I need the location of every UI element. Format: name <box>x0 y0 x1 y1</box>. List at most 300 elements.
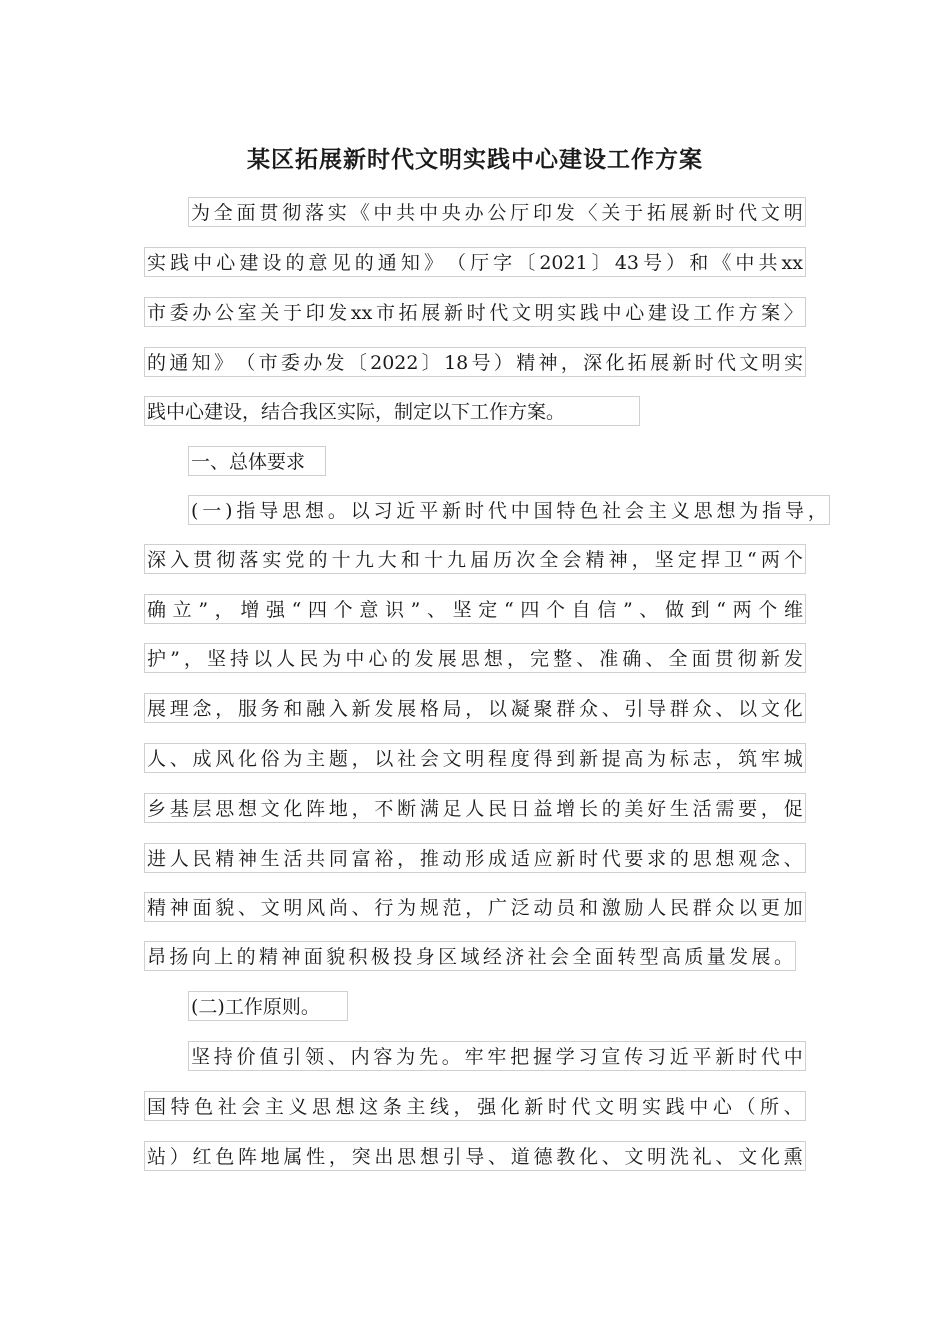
glyph: 满 <box>419 798 439 820</box>
glyph: 风 <box>215 748 235 770</box>
glyph: 捍 <box>700 549 720 571</box>
glyph: 积 <box>348 946 368 968</box>
glyph: 代 <box>571 1096 591 1118</box>
glyph: 心 <box>216 252 236 274</box>
glyph: 激 <box>601 897 621 919</box>
glyph: 精 <box>585 549 605 571</box>
glyph: 众 <box>715 897 735 919</box>
glyph: 践 <box>665 1096 685 1118</box>
glyph: 员 <box>556 897 576 919</box>
glyph: ） <box>493 352 513 374</box>
glyph: 容 <box>373 1046 393 1068</box>
glyph: 国 <box>533 500 553 522</box>
glyph: 条 <box>382 1096 402 1118</box>
glyph: 贯 <box>259 202 279 224</box>
glyph: 求 <box>647 848 667 870</box>
glyph: 礼 <box>692 1146 712 1168</box>
glyph: 贯 <box>714 648 734 670</box>
glyph: 大 <box>377 549 397 571</box>
glyph: 要 <box>624 848 644 870</box>
glyph: 个 <box>545 599 565 621</box>
glyph: 建 <box>647 302 667 324</box>
glyph: 思 <box>215 798 235 820</box>
glyph: 印 <box>305 302 325 324</box>
glyph: 、 <box>783 1096 803 1118</box>
glyph: 群 <box>692 897 712 919</box>
glyph: 拓 <box>398 302 418 324</box>
glyph: 中 <box>602 302 622 324</box>
glyph: 规 <box>419 897 439 919</box>
glyph: 人 <box>647 897 667 919</box>
glyph: 的 <box>285 252 305 274</box>
glyph: （ <box>447 252 467 274</box>
glyph: 到 <box>690 599 710 621</box>
glyph: 明 <box>618 1096 638 1118</box>
glyph: 济 <box>505 946 525 968</box>
glyph: 新 <box>578 748 598 770</box>
glyph: 市 <box>375 302 395 324</box>
glyph: 面 <box>192 897 212 919</box>
glyph: 。 <box>441 1046 461 1068</box>
glyph: 推 <box>419 848 439 870</box>
glyph: 想 <box>335 1096 355 1118</box>
glyph: ， <box>328 1146 348 1168</box>
glyph: 习 <box>578 1046 598 1068</box>
glyph: 导 <box>259 500 279 522</box>
glyph: 。 <box>327 500 347 522</box>
glyph: 文 <box>624 1146 644 1168</box>
glyph: ” <box>198 599 209 621</box>
glyph: 得 <box>533 748 553 770</box>
glyph: 新 <box>692 202 712 224</box>
glyph: 提 <box>601 748 621 770</box>
glyph: 识 <box>384 599 404 621</box>
glyph: 的 <box>669 848 689 870</box>
glyph: “ <box>716 599 726 621</box>
glyph: 设 <box>670 302 690 324</box>
glyph: 要 <box>738 798 758 820</box>
glyph: 立 <box>172 599 192 621</box>
glyph: “ <box>747 549 757 571</box>
glyph: 泛 <box>510 897 530 919</box>
glyph: 导 <box>465 1146 485 1168</box>
glyph: “ <box>291 599 302 621</box>
glyph: 中 <box>735 252 755 274</box>
glyph: 深 <box>583 352 603 374</box>
glyph: 群 <box>556 698 576 720</box>
glyph: 长 <box>578 798 598 820</box>
glyph: 彻 <box>282 202 302 224</box>
glyph: 护 <box>147 648 167 670</box>
glyph: 发 <box>555 202 575 224</box>
glyph: 化 <box>605 352 625 374</box>
glyph: 线 <box>429 1096 449 1118</box>
glyph: 确 <box>622 648 642 670</box>
glyph: 领 <box>304 1046 324 1068</box>
section-heading: (二)工作原则。 <box>188 991 348 1021</box>
glyph: 融 <box>306 698 326 720</box>
glyph: ） <box>169 1146 189 1168</box>
glyph: 厅 <box>470 252 490 274</box>
text-line <box>188 197 806 227</box>
glyph: 富 <box>351 848 371 870</box>
text-line <box>144 347 806 377</box>
glyph: 办 <box>464 202 484 224</box>
glyph: 通 <box>169 352 189 374</box>
glyph: 代 <box>487 500 507 522</box>
glyph: ， <box>631 549 651 571</box>
glyph: 十 <box>331 549 351 571</box>
glyph: 》 <box>423 252 443 274</box>
glyph: 民 <box>192 848 212 870</box>
glyph: 化 <box>578 1146 598 1168</box>
glyph: 明 <box>761 352 781 374</box>
text-line <box>144 843 806 873</box>
glyph: 这 <box>359 1096 379 1118</box>
glyph: 的 <box>354 252 374 274</box>
glyph: 一 <box>202 500 222 522</box>
glyph: 所 <box>760 1096 780 1118</box>
glyph: 化 <box>237 748 257 770</box>
glyph: 会 <box>562 549 582 571</box>
glyph: 为 <box>322 648 342 670</box>
glyph: 意 <box>359 599 379 621</box>
glyph: 四 <box>308 599 328 621</box>
glyph: 尚 <box>328 897 348 919</box>
glyph: 属 <box>283 1146 303 1168</box>
glyph: 想 <box>419 1146 439 1168</box>
glyph: 城 <box>783 748 803 770</box>
glyph: 号 <box>643 252 663 274</box>
glyph: 平 <box>419 500 439 522</box>
glyph: 、 <box>351 897 371 919</box>
glyph: 近 <box>396 500 416 522</box>
glyph: 公 <box>214 302 234 324</box>
glyph: 九 <box>447 549 467 571</box>
glyph: ， <box>351 798 371 820</box>
glyph: 主 <box>306 748 326 770</box>
glyph: 心 <box>712 1096 732 1118</box>
glyph: 身 <box>415 946 435 968</box>
glyph: 共 <box>306 848 326 870</box>
glyph: 时 <box>694 352 714 374</box>
glyph: 牢 <box>464 1046 484 1068</box>
glyph: 不 <box>374 798 394 820</box>
glyph: 格 <box>419 698 439 720</box>
glyph: 和 <box>283 698 303 720</box>
glyph: 地 <box>328 798 348 820</box>
glyph: 关 <box>601 202 621 224</box>
text-line <box>144 693 806 723</box>
glyph: 型 <box>639 946 659 968</box>
glyph: 时 <box>466 302 486 324</box>
glyph: 展 <box>650 352 670 374</box>
glyph: 委 <box>169 302 189 324</box>
glyph: 量 <box>706 946 726 968</box>
glyph: 思 <box>312 1096 332 1118</box>
glyph: 应 <box>533 848 553 870</box>
glyph: 牢 <box>487 1046 507 1068</box>
glyph: 文 <box>260 897 280 919</box>
glyph: 益 <box>533 798 553 820</box>
glyph: 指 <box>236 500 256 522</box>
glyph: 想 <box>237 798 257 820</box>
glyph: 坚 <box>191 1046 211 1068</box>
glyph: 和 <box>689 252 709 274</box>
glyph: ， <box>715 748 735 770</box>
glyph: ， <box>465 698 485 720</box>
glyph: 加 <box>783 897 803 919</box>
glyph: 准 <box>599 648 619 670</box>
glyph: 特 <box>170 1096 190 1118</box>
glyph: （ <box>736 1096 756 1118</box>
glyph: 熏 <box>783 1146 803 1168</box>
glyph: ， <box>453 1096 473 1118</box>
glyph: 德 <box>533 1146 553 1168</box>
glyph: 于 <box>282 302 302 324</box>
glyph: 民 <box>488 798 508 820</box>
glyph: 展 <box>421 302 441 324</box>
glyph: ， <box>215 698 235 720</box>
glyph: 聚 <box>533 698 553 720</box>
glyph: 公 <box>487 202 507 224</box>
glyph: 投 <box>393 946 413 968</box>
glyph: 到 <box>556 748 576 770</box>
glyph: 出 <box>374 1146 394 1168</box>
glyph: 色 <box>579 500 599 522</box>
glyph: 神 <box>608 549 628 571</box>
glyph: 作 <box>715 302 735 324</box>
glyph: 全 <box>539 549 559 571</box>
glyph: ” <box>622 599 633 621</box>
glyph: 红 <box>192 1146 212 1168</box>
glyph: 日 <box>510 798 530 820</box>
glyph: 指 <box>762 500 782 522</box>
glyph: 内 <box>350 1046 370 1068</box>
glyph: 精 <box>516 352 536 374</box>
glyph: 色 <box>194 1096 214 1118</box>
section-heading: 一、总体要求 <box>188 446 326 476</box>
glyph: 中 <box>418 202 438 224</box>
glyph: 念 <box>760 848 780 870</box>
glyph: 九 <box>354 549 374 571</box>
glyph: 上 <box>214 946 234 968</box>
glyph: 生 <box>669 798 689 820</box>
glyph: 代 <box>717 352 737 374</box>
glyph: 精 <box>215 848 235 870</box>
glyph: 导 <box>647 698 667 720</box>
glyph: 精 <box>258 946 278 968</box>
glyph: 办 <box>192 302 212 324</box>
glyph: 办 <box>303 352 323 374</box>
glyph: 神 <box>538 352 558 374</box>
glyph: 〈 <box>578 202 598 224</box>
glyph: 主 <box>647 500 667 522</box>
glyph: 以 <box>374 748 394 770</box>
glyph: 层 <box>192 798 212 820</box>
glyph: 思 <box>693 500 713 522</box>
glyph: 2022 <box>370 352 419 374</box>
glyph: 成 <box>192 748 212 770</box>
glyph: 传 <box>624 1046 644 1068</box>
glyph: 会 <box>241 1096 261 1118</box>
glyph: 众 <box>578 698 598 720</box>
glyph: 坚 <box>206 648 226 670</box>
glyph: 为 <box>397 897 417 919</box>
glyph: 市 <box>147 302 167 324</box>
glyph: 代 <box>489 302 509 324</box>
glyph: 明 <box>465 748 485 770</box>
glyph: 为 <box>739 500 759 522</box>
glyph: 质 <box>684 946 704 968</box>
glyph: 彻 <box>737 648 757 670</box>
glyph: 服 <box>237 698 257 720</box>
glyph: 次 <box>516 549 536 571</box>
glyph: 为 <box>283 748 303 770</box>
glyph: 文 <box>760 698 780 720</box>
glyph: 先 <box>418 1046 438 1068</box>
glyph: 社 <box>217 1096 237 1118</box>
glyph: 引 <box>442 1146 462 1168</box>
glyph: 社 <box>602 500 622 522</box>
glyph: 化 <box>500 1096 520 1118</box>
glyph: 、 <box>327 1046 347 1068</box>
glyph: 文 <box>739 352 759 374</box>
glyph: 中 <box>510 500 530 522</box>
glyph: 群 <box>669 698 689 720</box>
glyph: 阵 <box>237 1146 257 1168</box>
glyph: 色 <box>215 1146 235 1168</box>
glyph: 标 <box>669 748 689 770</box>
glyph: 见 <box>331 252 351 274</box>
glyph: 、 <box>645 648 665 670</box>
glyph: （ <box>236 352 256 374</box>
glyph: 建 <box>239 252 259 274</box>
glyph: 想 <box>304 500 324 522</box>
glyph: 历 <box>493 549 513 571</box>
glyph: 两 <box>760 549 780 571</box>
glyph: 强 <box>265 599 285 621</box>
glyph: 代 <box>601 848 621 870</box>
glyph: ( <box>191 500 199 522</box>
glyph: 神 <box>237 848 257 870</box>
glyph: 信 <box>597 599 617 621</box>
glyph: 貌 <box>326 946 346 968</box>
glyph: 号 <box>471 352 491 374</box>
glyph: 教 <box>556 1146 576 1168</box>
glyph: 时 <box>464 500 484 522</box>
glyph: 范 <box>442 897 462 919</box>
glyph: 文 <box>760 202 780 224</box>
glyph: 发 <box>729 946 749 968</box>
glyph: 极 <box>370 946 390 968</box>
glyph: 以 <box>253 648 273 670</box>
glyph: 务 <box>260 698 280 720</box>
glyph: 全 <box>213 202 233 224</box>
glyph: 明 <box>783 202 803 224</box>
glyph: 思 <box>460 648 480 670</box>
glyph: ， <box>183 648 203 670</box>
glyph: 义 <box>288 1096 308 1118</box>
glyph: 向 <box>191 946 211 968</box>
text-line <box>144 892 806 922</box>
glyph: 进 <box>147 848 167 870</box>
glyph: 思 <box>282 500 302 522</box>
glyph: 为 <box>191 202 211 224</box>
glyph: 新 <box>442 500 462 522</box>
glyph: 时 <box>578 848 598 870</box>
glyph: 化 <box>283 798 303 820</box>
glyph: 以 <box>350 500 370 522</box>
glyph: 引 <box>624 698 644 720</box>
glyph: 基 <box>169 798 189 820</box>
glyph: 扬 <box>169 946 189 968</box>
glyph: 程 <box>488 748 508 770</box>
glyph: 习 <box>646 1046 666 1068</box>
text-line <box>144 297 806 327</box>
glyph: 〕 <box>421 352 441 374</box>
glyph: 卫 <box>723 549 743 571</box>
glyph: 共 <box>758 252 778 274</box>
glyph: 和 <box>400 549 420 571</box>
text-line <box>188 495 830 525</box>
glyph: 、 <box>715 698 735 720</box>
glyph: 设 <box>262 252 282 274</box>
glyph: 新 <box>672 352 692 374</box>
glyph: 人 <box>169 848 189 870</box>
glyph: 、 <box>783 848 803 870</box>
glyph: ” <box>170 648 180 670</box>
glyph: 动 <box>533 897 553 919</box>
glyph: 和 <box>578 897 598 919</box>
glyph: 、 <box>715 1146 735 1168</box>
glyph: 2021 <box>539 252 588 274</box>
glyph: 活 <box>692 798 712 820</box>
glyph: 值 <box>259 1046 279 1068</box>
glyph: 展 <box>751 946 771 968</box>
glyph: 、 <box>488 1146 508 1168</box>
glyph: 《 <box>712 252 732 274</box>
glyph: 社 <box>527 946 547 968</box>
glyph: 观 <box>738 848 758 870</box>
glyph: 定 <box>478 599 498 621</box>
glyph: 引 <box>282 1046 302 1068</box>
glyph: 委 <box>280 352 300 374</box>
glyph: 以 <box>738 897 758 919</box>
glyph: 新 <box>556 848 576 870</box>
text-line: 践中心建设，结合我区实际，制定以下工作方案。 <box>144 396 640 426</box>
glyph: 室 <box>237 302 257 324</box>
glyph: 代 <box>738 202 758 224</box>
glyph: 四 <box>520 599 540 621</box>
glyph: 的 <box>391 648 411 670</box>
glyph: 学 <box>555 1046 575 1068</box>
glyph: 高 <box>624 748 644 770</box>
glyph: 明 <box>534 302 554 324</box>
glyph: xx <box>350 302 373 324</box>
glyph: 持 <box>213 1046 233 1068</box>
glyph: 新 <box>524 1096 544 1118</box>
glyph: 践 <box>579 302 599 324</box>
glyph: 人 <box>147 748 167 770</box>
glyph: 厅 <box>510 202 530 224</box>
glyph: 文 <box>511 302 531 324</box>
glyph: 的 <box>147 352 167 374</box>
glyph: 中 <box>193 252 213 274</box>
glyph: 人 <box>276 648 296 670</box>
glyph: 印 <box>532 202 552 224</box>
glyph: 同 <box>328 848 348 870</box>
